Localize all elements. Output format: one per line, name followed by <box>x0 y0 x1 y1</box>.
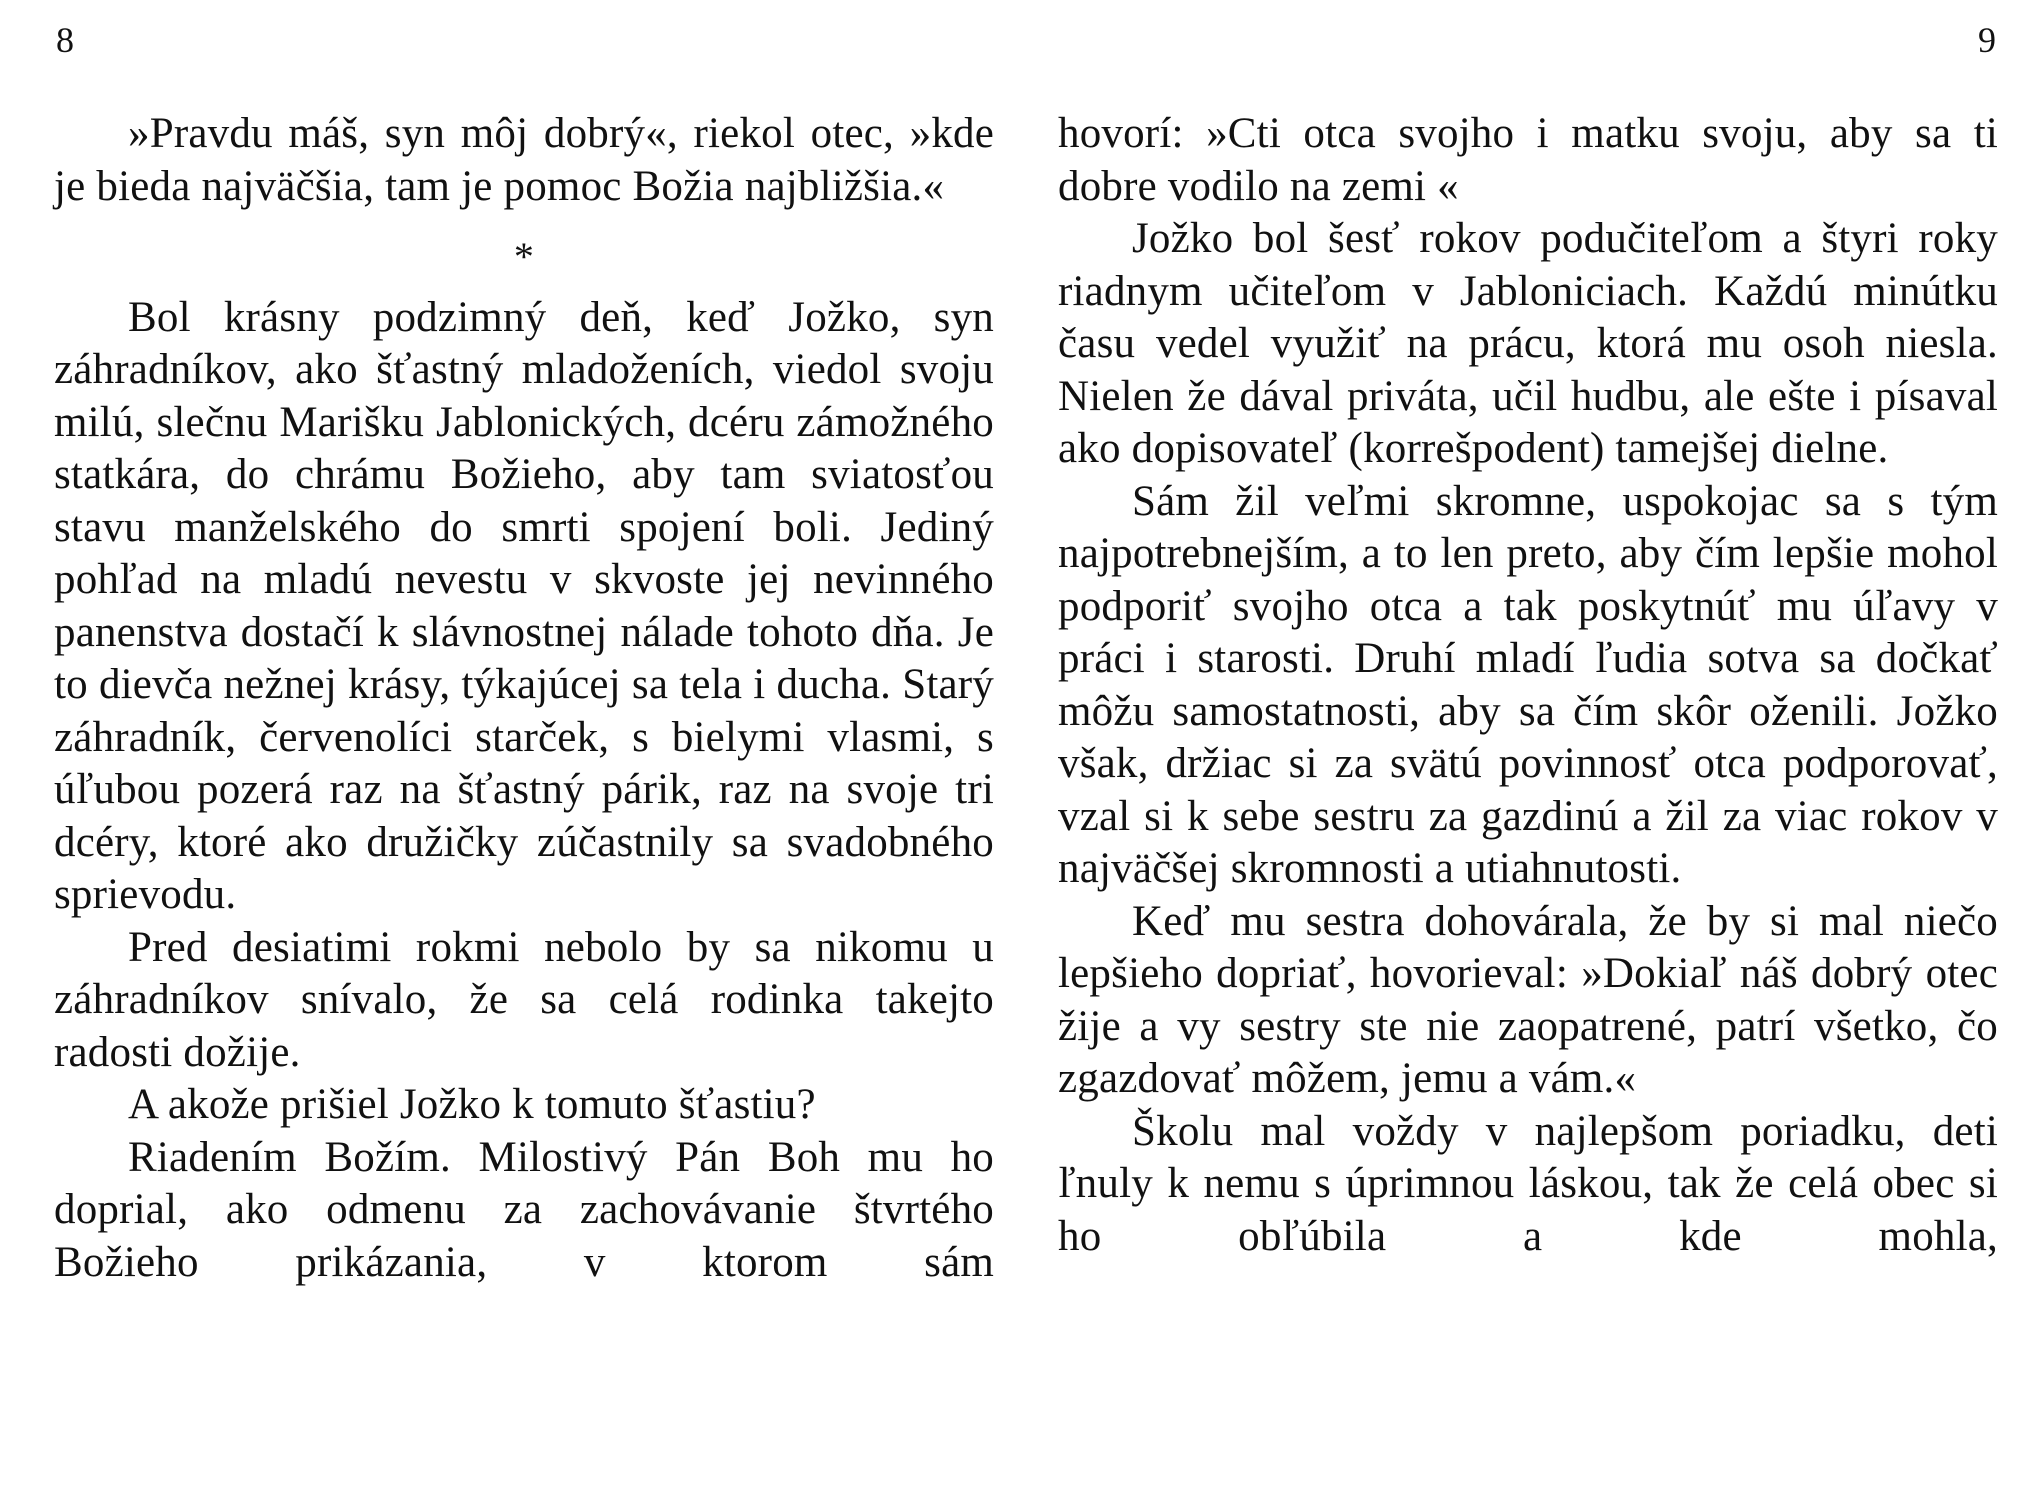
paragraph: Bol krásny podzimný deň, keď Jožko, syn záhradníkov, ako šťastný mladoženích, viedol svoju milú, slečnu Marišku Jablonických, dcéru zámožného statkára, do chrámu Božieho, aby tam sviatosťou stavu manželského do smrti spojení boli. Jediný pohľad na mladú nevestu v skvoste jej nevinného panenstva dostačí k slávnostnej nálade tohoto dňa. Je to dievča nežnej krásy, týkajúcej sa tela i ducha. Starý záhradník, červenolíci starček, s bielymi vlasmi, s úľubou pozerá raz na šťastný párik, raz na svoje tri dcéry, ktoré ako družičky zúčastnily sa svadobného sprievodu. <box>54 293 994 918</box>
paragraph: A akože prišiel Jožko k tomuto šťastiu? <box>128 1081 816 1128</box>
page-number-right: 9 <box>1978 20 1996 60</box>
section-separator: * <box>513 234 535 279</box>
paragraph: Školu mal voždy v najlepšom poriadku, deti ľnuly k nemu s úprimnou láskou, tak že celá obec si ho obľúbila a kde mohla, <box>1058 1107 1998 1260</box>
paragraph: »Pravdu máš, syn môj dobrý«, riekol otec, »kde je bieda najväčšia, tam je pomoc Božia najbližšia.« <box>54 110 994 210</box>
paragraph: Riadením Božím. Milostivý Pán Boh mu ho doprial, ako odmenu za zachovávanie štvrtého Božieho prikázania, v ktorom sám <box>54 1133 994 1286</box>
paragraph: Pred desiatimi rokmi nebolo by sa nikomu u záhradníkov snívalo, že sa celá rodinka takejto radosti dožije. <box>54 923 994 1076</box>
right-page-text <box>1058 108 1998 1263</box>
paragraph: Sám žil veľmi skromne, uspokojac sa s tým najpotrebnejším, a to len preto, aby čím lepšie mohol podporiť svojho otca a tak poskytnúť mu úľavy v práci i starosti. Druhí mladí ľudia sotva sa dočkať môžu samostatnosti, aby sa čím skôr oženili. Jožko však, držiac si za svätú povinnosť otca podporovať, vzal si k sebe sestru za gazdinú a žil za viac rokov v najväčšej skromnosti a utiahnutosti. <box>1058 477 1998 892</box>
paragraph-continuation: hovorí: »Cti otca svojho i matku svoju, aby sa ti dobre vodilo na zemi « <box>1058 110 1998 210</box>
paragraph: Jožko bol šesť rokov podučiteľom a štyri roky riadnym učiteľom v Jabloniciach. Každú minútku času vedel využiť na prácu, ktorá mu osoh niesla. Nielen že dával priváta, učil hudbu, ale ešte i písaval ako dopisovateľ (korrešpodent) tamejšej dielne. <box>1058 215 1998 472</box>
left-page-text <box>54 108 994 1289</box>
paragraph: Keď mu sestra dohovárala, že by si mal niečo lepšieho dopriať, hovorieval: »Dokiaľ náš dobrý otec žije a vy sestry ste nie zaopatrené, patrí všetko, čo zgazdovať môžem, jemu a vám.« <box>1058 897 1998 1102</box>
page-number-left: 8 <box>56 20 74 60</box>
